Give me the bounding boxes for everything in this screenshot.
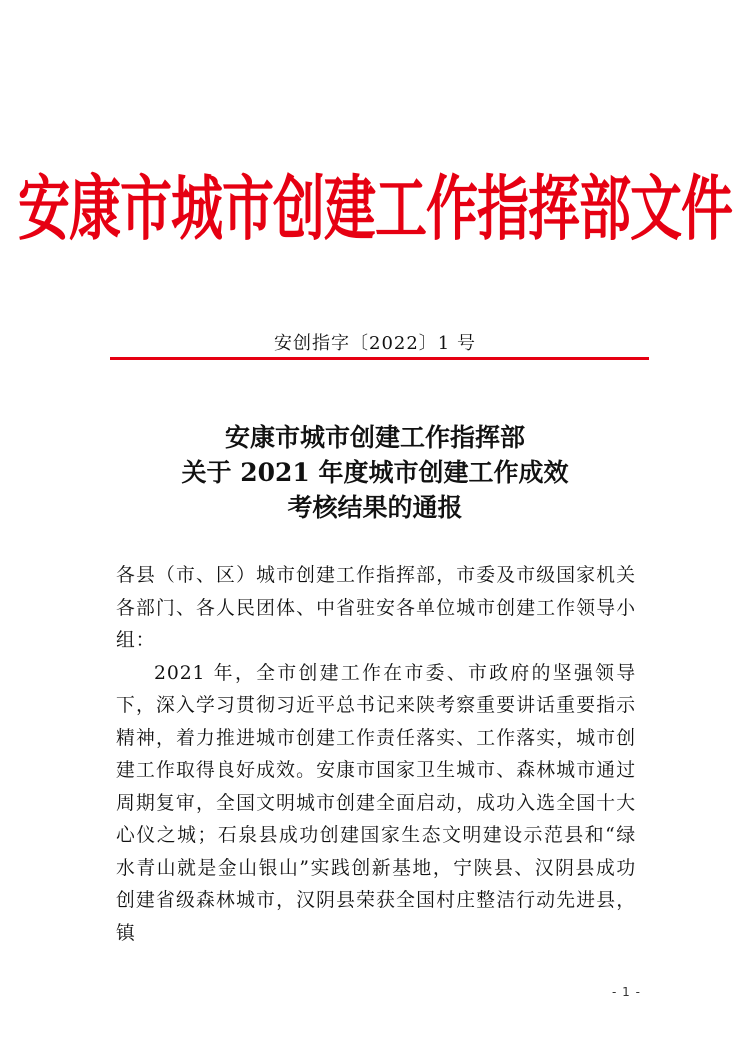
title-line-1: 安康市城市创建工作指挥部 (224, 423, 525, 452)
addressee-paragraph: 各县（市、区）城市创建工作指挥部，市委及市级国家机关各部门、各人民团体、中省驻安各单位城市创建工作领导小组： (116, 565, 636, 651)
document-number: 安创指字〔2022〕1 号 (274, 333, 476, 354)
title-line-3: 考核结果的通报 (287, 493, 463, 522)
document-title (0, 420, 750, 525)
title-line-2: 关于 2021 年度城市创建工作成效 (181, 458, 569, 487)
red-header-title: 安康市城市创建工作指挥部文件 (17, 168, 732, 251)
page-number: - 1 - (612, 985, 641, 999)
body-paragraph-1: 2021 年，全市创建工作在市委、市政府的坚强领导下，深入学习贯彻习近平总书记来陕考察重要讲话重要指示精神，着力推进城市创建工作责任落实、工作落实，城市创建工作取得良好成效。安康市国家卫生城市、森林城市通过周期复审，全国文明城市创建全面启动，成功入选全国十大心仪之城；石泉县成功创建国家生态文明建设示范县和“绿水青山就是金山银山”实践创新基地，宁陕县、汉阴县成功创建省级森林城市，汉阴县荣获全国村庄整洁行动先进县，镇 (116, 662, 636, 944)
red-divider-line (110, 357, 649, 360)
document-body (116, 560, 636, 950)
